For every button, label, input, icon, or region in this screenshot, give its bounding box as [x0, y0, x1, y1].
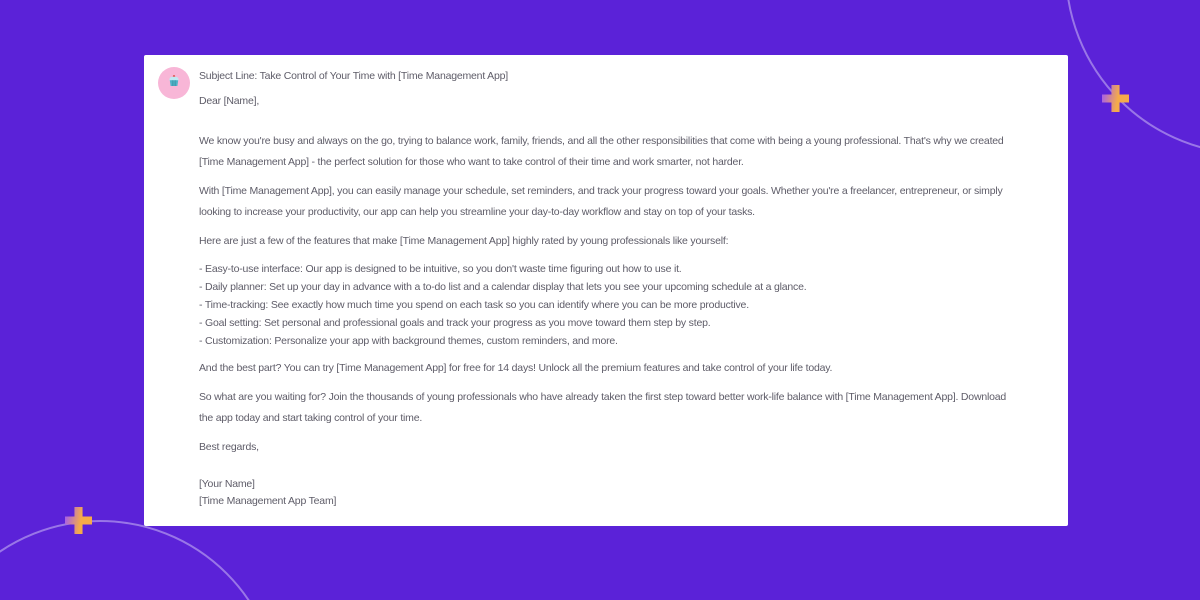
email-paragraph: [199, 231, 1057, 252]
feature-item: - Easy-to-use interface: Our app is designed to be intuitive, so you don't waste time figuring out how to use it.: [199, 263, 682, 275]
email-subject: [199, 66, 1057, 87]
feature-item: - Goal setting: Set personal and professional goals and track your progress as you move toward them step by step.: [199, 317, 711, 329]
greeting-line: Dear [Name],: [199, 95, 260, 107]
email-line: looking to increase your productivity, our app can help you streamline your day-to-day workflow and stay on top of your tasks.: [199, 206, 755, 218]
cupcake-icon: [167, 74, 181, 93]
email-paragraph: [199, 358, 1057, 379]
email-line: the app today and start taking control of your time.: [199, 412, 423, 424]
email-line: With [Time Management App], you can easily manage your schedule, set reminders, and track your progress toward your goals. Whether you're a freelancer, entrepreneur, or simply: [199, 185, 1003, 197]
circle-decoration-bottom-left: [0, 520, 280, 600]
email-line: [Time Management App Team]: [199, 495, 337, 507]
email-line: We know you're busy and always on the go, trying to balance work, family, friends, and all the other responsibilities that come with being a young professional. That's why we created: [199, 135, 1004, 147]
feature-item: - Daily planner: Set up your day in advance with a to-do list and a calendar display that lets you see your upcoming schedule at a glance.: [199, 281, 807, 293]
email-signature: [199, 476, 1057, 510]
email-line: And the best part? You can try [Time Management App] for free for 14 days! Unlock all the premium features and take control of your life today.: [199, 362, 833, 374]
email-line: Best regards,: [199, 441, 259, 453]
email-line: [Your Name]: [199, 478, 255, 490]
email-line: So what are you waiting for? Join the thousands of young professionals who have already taken the first step toward better work-life balance with [Time Management App]. Download: [199, 391, 1007, 403]
avatar: [158, 67, 190, 99]
email-paragraph: [199, 181, 1057, 223]
feature-item: - Time-tracking: See exactly how much time you spend on each task so you can identify where you can be more productive.: [199, 299, 749, 311]
email-line: Here are just a few of the features that make [Time Management App] highly rated by young professionals like yourself:: [199, 235, 729, 247]
feature-list: [199, 260, 1057, 350]
email-paragraph: [199, 387, 1057, 429]
email-closing: [199, 437, 1057, 458]
email-body: [199, 66, 1057, 518]
subject-line: Subject Line: Take Control of Your Time with [Time Management App]: [199, 70, 508, 82]
email-card: [144, 55, 1068, 526]
email-greeting: [199, 91, 1057, 112]
email-line: [Time Management App] - the perfect solution for those who want to take control of their time and work smarter, not harder.: [199, 156, 744, 168]
circle-decoration-top-right: [1065, 0, 1200, 155]
feature-item: - Customization: Personalize your app with background themes, custom reminders, and more.: [199, 335, 618, 347]
email-paragraph: [199, 131, 1057, 173]
